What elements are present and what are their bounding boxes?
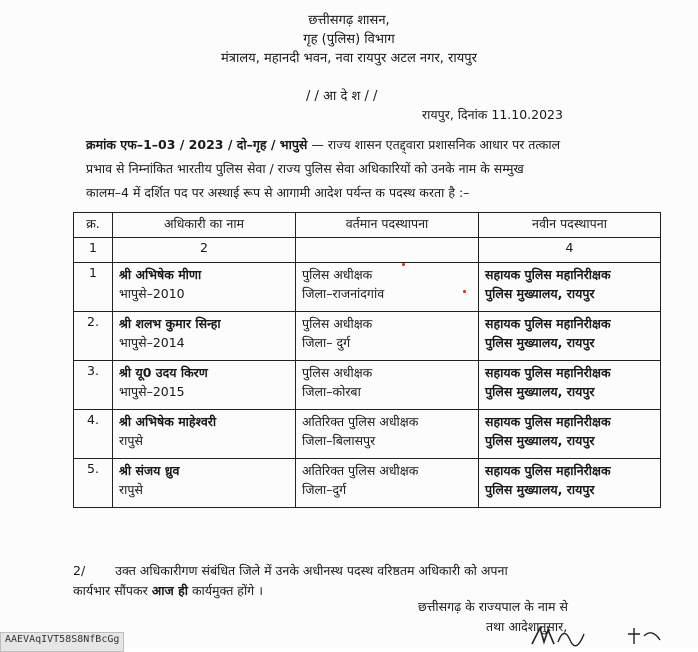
colnum-2: 2 <box>113 238 296 263</box>
row-current-posting <box>296 263 479 312</box>
closing-text-2a: कार्यभार सौंपकर <box>73 583 152 598</box>
row-new-posting <box>479 312 661 361</box>
row-new-posting <box>479 410 661 459</box>
table-row <box>74 361 661 410</box>
row-new-posting <box>479 459 661 508</box>
closing-text-1: उक्त अधिकारीगण संबंधित जिले में उनके अधीनस्थ पदस्थ वरिष्ठतम अधिकारी को अपना <box>115 563 508 578</box>
header-officer-name: अधिकारी का नाम <box>113 213 296 238</box>
current-post: पुलिस अधीक्षक <box>302 316 373 331</box>
signature-line1: छत्तीसगढ़ के राज्यपाल के नाम से <box>418 599 568 614</box>
current-post: अतिरिक्त पुलिस अधीक्षक <box>302 414 419 429</box>
row-current-posting <box>296 361 479 410</box>
new-post: सहायक पुलिस महानिरीक्षक <box>485 365 611 380</box>
row-current-posting <box>296 459 479 508</box>
current-place: जिला–बिलासपुर <box>302 433 376 448</box>
current-post: पुलिस अधीक्षक <box>302 267 373 282</box>
row-officer <box>113 263 296 312</box>
row-serial: 3. <box>74 361 113 410</box>
colnum-3 <box>296 238 479 263</box>
header-new-posting: नवीन पदस्थापना <box>479 213 661 238</box>
closing-number: 2/ <box>73 563 86 578</box>
ministry-address: मंत्रालय, महानदी भवन, नवा रायपुर अटल नगर, रायपुर <box>221 51 477 66</box>
new-place: पुलिस मुख्यालय, रायपुर <box>485 433 595 448</box>
order-paragraph-line2: प्रभाव से निम्नांकित भारतीय पुलिस सेवा / राज्य पुलिस सेवा अधिकारियों को उनके नाम के सम्मुख <box>86 161 524 176</box>
handwritten-signature <box>528 622 668 648</box>
officer-name: श्री अभिषेक माहेश्वरी <box>119 414 217 429</box>
red-ink-dot <box>402 263 405 266</box>
order-paragraph-line1 <box>86 136 560 153</box>
new-place: पुलिस मुख्यालय, रायपुर <box>485 286 595 301</box>
table-row <box>74 312 661 361</box>
order-title: / / आ दे श / / <box>306 89 378 104</box>
officer-name: श्री शलभ कुमार सिन्हा <box>119 316 221 331</box>
closing-text-2b: कार्यमुक्त होंगे । <box>187 583 263 598</box>
new-place: पुलिस मुख्यालय, रायपुर <box>485 482 595 497</box>
new-post: सहायक पुलिस महानिरीक्षक <box>485 316 611 331</box>
row-officer <box>113 459 296 508</box>
reference-number: क्रमांक एफ–1–03 / 2023 / दो–गृह / भापुसे <box>86 137 308 152</box>
officer-service: भापुसे–2010 <box>119 286 185 301</box>
new-post: सहायक पुलिस महानिरीक्षक <box>485 414 611 429</box>
current-place: जिला– दुर्ग <box>302 335 351 350</box>
new-post: सहायक पुलिस महानिरीक्षक <box>485 463 611 478</box>
row-current-posting <box>296 410 479 459</box>
officer-service: रापुसे <box>119 482 143 497</box>
table-row <box>74 263 661 312</box>
row-serial: 2. <box>74 312 113 361</box>
department-name: गृह (पुलिस) विभाग <box>303 32 395 47</box>
row-new-posting <box>479 361 661 410</box>
current-post: पुलिस अधीक्षक <box>302 365 373 380</box>
closing-emphasis: आज ही <box>151 583 188 598</box>
current-place: जिला–राजनांदगांव <box>302 286 385 301</box>
row-serial: 4. <box>74 410 113 459</box>
header-current-posting: वर्तमान पदस्थापना <box>296 213 479 238</box>
paragraph-text-1: — राज्य शासन एतद्द्वारा प्रशासनिक आधार पर तत्काल <box>311 137 561 152</box>
place-date: रायपुर, दिनांक 11.10.2023 <box>422 107 563 122</box>
row-officer <box>113 361 296 410</box>
current-place: जिला–दुर्ग <box>302 482 347 497</box>
officer-service: भापुसे–2015 <box>119 384 185 399</box>
current-post: अतिरिक्त पुलिस अधीक्षक <box>302 463 419 478</box>
header-serial: क्र. <box>74 213 113 238</box>
column-number-row <box>74 238 661 263</box>
current-place: जिला–कोरबा <box>302 384 361 399</box>
row-serial: 5. <box>74 459 113 508</box>
government-name: छत्तीसगढ़ शासन, <box>308 13 390 28</box>
new-place: पुलिस मुख्यालय, रायपुर <box>485 335 595 350</box>
order-paragraph-line3: कालम–4 में दर्शित पद पर अस्थाई रूप से आगामी आदेश पर्यन्त क पदस्थ करता है :– <box>86 185 470 200</box>
officer-service: भापुसे–2014 <box>119 335 185 350</box>
officer-name: श्री अभिषेक मीणा <box>119 267 202 282</box>
image-id-label: AAEVAqIVT58S8NfBcGg <box>0 632 124 652</box>
new-post: सहायक पुलिस महानिरीक्षक <box>485 267 611 282</box>
officer-service: रापुसे <box>119 433 143 448</box>
officer-name: श्री संजय ध्रुव <box>119 463 180 478</box>
row-new-posting <box>479 263 661 312</box>
closing-line1 <box>73 562 508 579</box>
row-officer <box>113 312 296 361</box>
table-row <box>74 459 661 508</box>
colnum-1: 1 <box>74 238 113 263</box>
row-officer <box>113 410 296 459</box>
table-header-row <box>74 213 661 238</box>
table-row <box>74 410 661 459</box>
row-serial: 1 <box>74 263 113 312</box>
closing-line2 <box>73 582 263 599</box>
officer-name: श्री यू0 उदय किरण <box>119 365 208 380</box>
row-current-posting <box>296 312 479 361</box>
new-place: पुलिस मुख्यालय, रायपुर <box>485 384 595 399</box>
red-ink-dot <box>463 290 466 293</box>
signature-line2: तथा आदेशानुसार, <box>486 619 568 634</box>
colnum-4: 4 <box>479 238 661 263</box>
posting-table <box>73 212 661 508</box>
